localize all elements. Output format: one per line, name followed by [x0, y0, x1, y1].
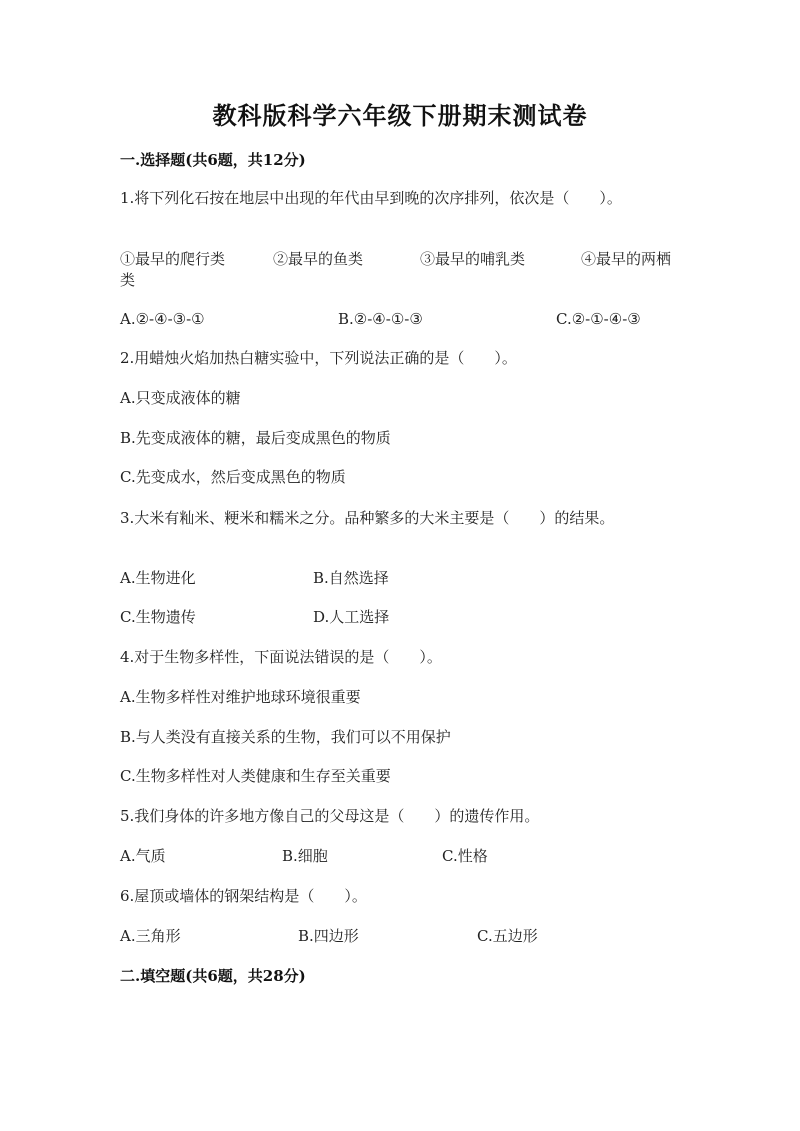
question-3-option-b: B.自然选择	[313, 569, 389, 587]
question-6-option-a: A.三角形	[120, 927, 181, 945]
question-3-option-c: C.生物遗传	[120, 608, 196, 626]
section-heading-fill-in: 二.填空题(共6题，共28分)	[120, 967, 306, 985]
question-5-stem: 5.我们身体的许多地方像自己的父母这是（ ）的遗传作用。	[120, 807, 540, 825]
question-4-option-a: A.生物多样性对维护地球环境很重要	[120, 688, 361, 706]
question-3-option-d: D.人工选择	[313, 608, 390, 626]
question-2-stem: 2.用蜡烛火焰加热白糖实验中，下列说法正确的是（ ）。	[120, 349, 517, 367]
question-5-option-b: B.细胞	[282, 847, 328, 865]
question-1-item-3: ③最早的哺乳类	[420, 250, 526, 268]
question-4-option-b: B.与人类没有直接关系的生物，我们可以不用保护	[120, 728, 451, 746]
question-2-option-c: C.先变成水，然后变成黑色的物质	[120, 468, 346, 486]
question-6-option-c: C.五边形	[477, 927, 538, 945]
question-5-option-c: C.性格	[442, 847, 488, 865]
question-3-option-a: A.生物进化	[120, 569, 196, 587]
question-4-stem: 4.对于生物多样性，下面说法错误的是（ ）。	[120, 648, 442, 666]
question-1-option-b: B.②-④-①-③	[338, 310, 423, 328]
question-4-option-c: C.生物多样性对人类健康和生存至关重要	[120, 767, 391, 785]
question-2-option-b: B.先变成液体的糖，最后变成黑色的物质	[120, 429, 391, 447]
question-3-stem: 3.大米有籼米、粳米和糯米之分。品种繁多的大米主要是（ ）的结果。	[120, 509, 615, 527]
question-1-item-4-wrap: 类	[120, 271, 136, 289]
question-1-item-2: ②最早的鱼类	[273, 250, 364, 268]
question-1-item-4: ④最早的两栖	[581, 250, 672, 268]
page-title: 教科版科学六年级下册期末测试卷	[212, 101, 588, 130]
question-1-item-1: ①最早的爬行类	[120, 250, 226, 268]
question-5-option-a: A.气质	[120, 847, 166, 865]
question-1-stem: 1.将下列化石按在地层中出现的年代由早到晚的次序排列，依次是（ ）。	[120, 189, 622, 207]
question-6-stem: 6.屋顶或墙体的钢架结构是（ ）。	[120, 887, 367, 905]
question-1-option-a: A.②-④-③-①	[120, 310, 205, 328]
question-6-option-b: B.四边形	[298, 927, 359, 945]
question-1-option-c: C.②-①-④-③	[556, 310, 641, 328]
section-heading-choice: 一.选择题(共6题，共12分)	[120, 151, 306, 169]
question-2-option-a: A.只变成液体的糖	[120, 389, 241, 407]
